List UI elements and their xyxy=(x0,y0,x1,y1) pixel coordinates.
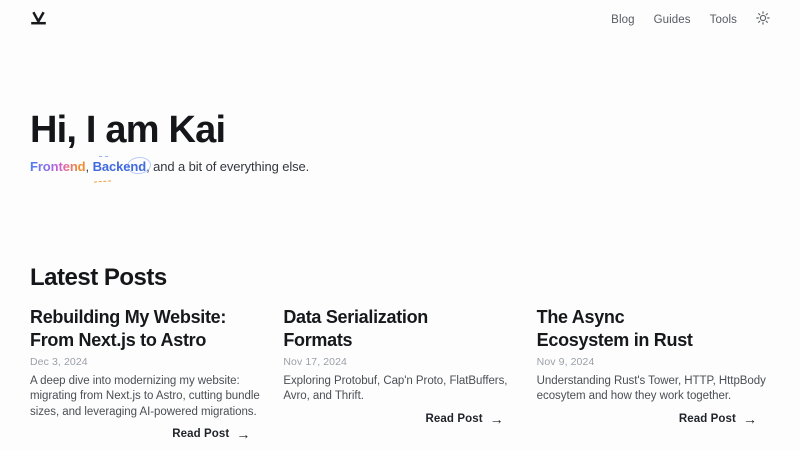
doodle-bottom-dash-decoration xyxy=(94,180,111,182)
backend-word: Backend xyxy=(93,159,147,174)
post-card xyxy=(283,306,516,441)
post-date: Nov 9, 2024 xyxy=(536,355,595,368)
sun-icon xyxy=(756,11,770,28)
post-title-link[interactable]: Data Serialization Formats xyxy=(283,306,428,350)
doodle-top-dash-decoration xyxy=(99,156,108,157)
nav-link-blog[interactable]: Blog xyxy=(611,13,635,26)
post-description: Understanding Rust's Tower, HTTP, HttpBody ecosytem and how they work together. xyxy=(536,374,766,403)
hero-subtitle xyxy=(30,159,770,174)
frontend-word: Frontend xyxy=(30,159,86,175)
post-description: A deep dive into modernizing my website: migrating from Next.js to Astro, cutting bundle sizes, and leveraging AI-powered migrations. xyxy=(30,374,260,418)
subtitle-rest: , and a bit of everything else. xyxy=(146,159,310,175)
read-post-link[interactable]: Read Post → xyxy=(172,425,251,442)
main-nav xyxy=(611,11,770,28)
site-header xyxy=(0,0,800,38)
read-post-link[interactable]: Read Post → xyxy=(678,410,757,427)
nav-link-tools[interactable]: Tools xyxy=(709,13,737,26)
latest-posts-heading: Latest Posts xyxy=(30,264,167,292)
theme-toggle-button[interactable] xyxy=(756,11,770,28)
arrow-right-icon: → xyxy=(742,410,757,427)
hero-title: Hi, I am Kai xyxy=(30,109,226,151)
subtitle-separator: , xyxy=(85,159,93,175)
latest-posts-section xyxy=(0,264,800,441)
post-card xyxy=(30,306,263,441)
hero-section xyxy=(0,108,800,174)
rotated-k-logo-icon xyxy=(30,10,47,30)
post-title-link[interactable]: Rebuilding My Website: From Next.js to Astro xyxy=(30,306,227,350)
post-date: Dec 3, 2024 xyxy=(30,355,88,368)
nav-link-guides[interactable]: Guides xyxy=(653,13,691,26)
post-title-link[interactable]: The Async Ecosystem in Rust xyxy=(536,306,693,350)
logo-home-link[interactable] xyxy=(30,10,47,30)
post-date: Nov 17, 2024 xyxy=(283,355,347,368)
read-post-link[interactable]: Read Post → xyxy=(425,410,504,427)
post-description: Exploring Protobuf, Cap'n Proto, FlatBuffers, Avro, and Thrift. xyxy=(283,374,508,403)
post-card xyxy=(537,306,770,441)
arrow-right-icon: → xyxy=(489,410,504,427)
arrow-right-icon: → xyxy=(236,425,251,442)
posts-grid xyxy=(30,306,770,441)
